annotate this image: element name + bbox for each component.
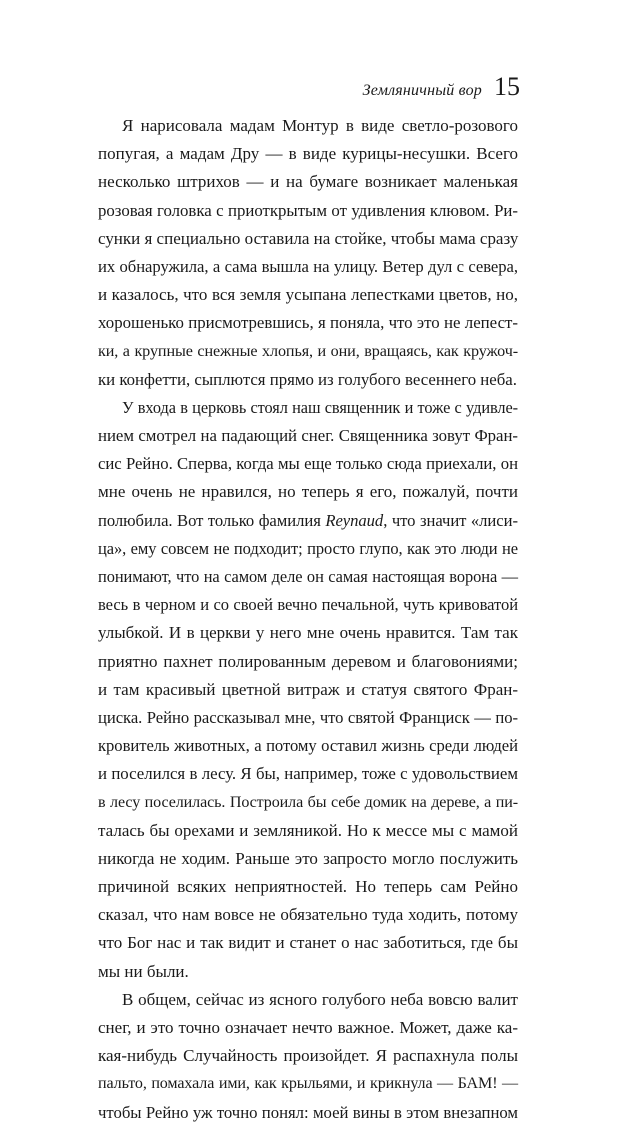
text-line: и там красивый цветной витраж и статуя святого Фран- <box>98 679 518 699</box>
text-line <box>98 507 518 535</box>
text-line: пальто, помахала ими, как крыльями, и крикнула — БАМ! — <box>98 1075 518 1093</box>
running-header <box>363 74 520 100</box>
text-line: и поселился в лесу. Я бы, например, тоже с удовольствием <box>98 764 518 784</box>
text-line: и казалось, что вся земля усыпана лепестками цветов, но, <box>98 285 518 305</box>
text-line: причиной всяких неприятностей. Но теперь сам Рейно <box>98 877 518 897</box>
text-line-italic: Reynaud <box>325 510 384 530</box>
text-line: никогда не ходим. Раньше это запросто могло послужить <box>98 848 518 868</box>
text-line: снег, и это точно означает нечто важное. Может, даже ка- <box>98 1018 518 1037</box>
text-line: сказал, что нам вовсе не обязательно туда ходить, потому <box>98 905 518 925</box>
text-line: ки, а крупные снежные хлопья, и они, вращаясь, как кружоч- <box>98 342 518 360</box>
body-text <box>98 112 518 1127</box>
text-line: их обнаружила, а сама вышла на улицу. Ветер дул с севера, <box>98 256 518 276</box>
text-line: нием смотрел на падающий снег. Священника зовут Фран- <box>98 426 518 446</box>
text-line: В общем, сейчас из ясного голубого неба вовсю валит <box>122 989 518 1009</box>
text-line: розовая головка с приоткрытым от удивления клювом. Ри- <box>98 200 518 220</box>
text-line-part: полюбила. Вот только фамилия <box>98 510 326 530</box>
text-line: У входа в церковь стоял наш священник и тоже с удивле- <box>122 397 518 417</box>
text-line: попугая, а мадам Дру — в виде курицы-несушки. Всего <box>98 144 518 164</box>
text-line: весь в черном и со своей вечно печальной, чуть кривоватой <box>98 595 518 615</box>
text-line: сис Рейно. Сперва, когда мы еще только сюда приехали, он <box>98 454 518 474</box>
text-line: в лесу поселилась. Построила бы себе домик на дереве, а пи- <box>98 793 518 811</box>
text-line: хорошенько присмотревшись, я поняла, что это не лепест- <box>98 313 518 333</box>
text-line: мне очень не нравился, но теперь я его, пожалуй, почти <box>98 482 518 502</box>
text-line: что Бог нас и так видит и станет о нас заботиться, где бы <box>98 933 518 953</box>
text-line: понимают, что на самом деле он самая настоящая ворона — <box>98 567 518 586</box>
text-line-part: , что значит «лиси- <box>383 510 518 530</box>
page-number: 15 <box>494 72 520 101</box>
text-line: чтобы Рейно уж точно понял: моей вины в этом внезапном <box>98 1102 518 1122</box>
text-line: кровитель животных, а потому оставил жизнь среди людей <box>98 736 518 756</box>
text-line: мы ни были. <box>98 961 189 981</box>
text-line: несколько штрихов — и на бумаге возникает маленькая <box>98 172 518 192</box>
text-line: сунки я специально оставила на стойке, чтобы мама сразу <box>98 228 519 248</box>
running-title: Земляничный вор <box>362 82 482 99</box>
text-line: приятно пахнет полированным деревом и благовониями; <box>98 651 518 671</box>
text-line: ки конфетти, сыплются прямо из голубого весеннего неба. <box>98 369 517 389</box>
text-line: улыбкой. И в церкви у него мне очень нравится. Там так <box>98 623 518 643</box>
text-line: Я нарисовала мадам Монтур в виде светло-розового <box>122 116 518 135</box>
text-line: талась бы орехами и земляникой. Но к мессе мы с мамой <box>98 820 518 840</box>
text-line: циска. Рейно рассказывал мне, что святой Франциск — по- <box>98 707 518 727</box>
text-line: кая-нибудь Случайность произойдет. Я распахнула полы <box>98 1046 518 1066</box>
text-line: ца», ему совсем не подходит; просто глупо, как это люди не <box>98 538 518 558</box>
